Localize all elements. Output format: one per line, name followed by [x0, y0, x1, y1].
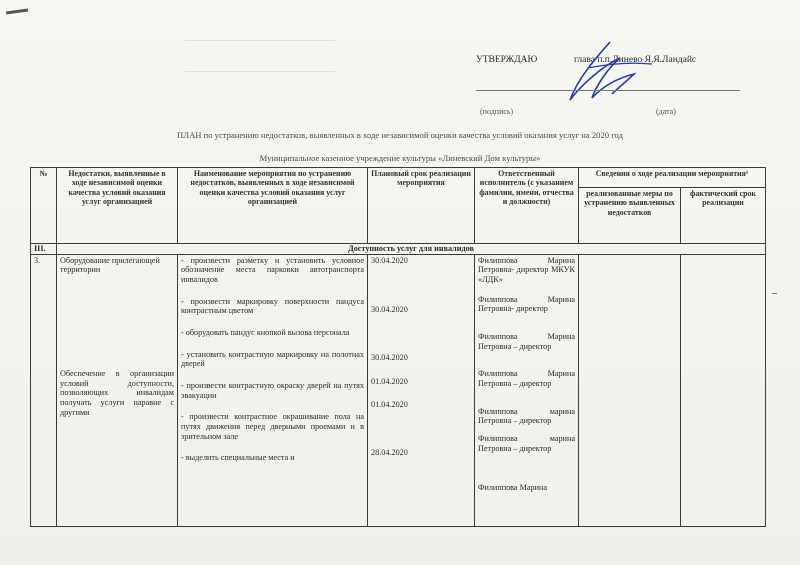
row-num: 3.: [31, 254, 57, 526]
measure-item: - произвести контрастное окрашивание пола на путях движения перед дверными проемами и в зрительном зале: [181, 412, 364, 441]
organization-name: Муниципальное казенное учреждение культуры «Линевский Дом культуры»: [259, 153, 541, 163]
col-num: №: [31, 168, 57, 244]
faint-stamp: [185, 40, 335, 72]
responsible-item: Филиппова Марина Петровна- директор: [478, 294, 575, 314]
measure-item: - произвести контрастную окраску дверей на путях эвакуации: [181, 381, 364, 400]
measure-item: - произвести разметку и установить условное обозначение места парковки автотранспорта инвалидов: [181, 255, 364, 285]
section-title: Доступность услуг для инвалидов: [57, 244, 766, 255]
row-shortcomings: [57, 254, 178, 526]
measure-item: - произвести маркировку поверхности пандуса контрастным цветом: [181, 296, 364, 316]
row-responsible: [475, 254, 579, 526]
responsible-item: Филиппова Марина Петровна- директор МКУК «ЛДК»: [478, 255, 575, 285]
section-row: [31, 244, 766, 255]
row-implemented: [579, 254, 681, 526]
signature-caption: (подпись): [480, 107, 514, 116]
row-dates: [368, 254, 475, 526]
date-item: 01.04.2020: [371, 376, 408, 386]
responsible-item: Филиппова Марина: [478, 483, 548, 493]
responsible-item: Филиппова Марина Петровна – директор: [478, 369, 575, 389]
signature-line: [476, 90, 740, 91]
responsible-item: Филиппова марина Петровна – директор: [478, 406, 575, 426]
table-row: [31, 254, 766, 526]
shortcoming-text: Обеспечение в организации условий доступности, позволяющих инвалидам получать услуги наравне с другими: [60, 369, 174, 417]
table-header-row: [31, 168, 766, 188]
col-implemented: реализованные меры по устранению выявленных недостатков: [579, 188, 681, 244]
measure-item: - выделить специальные места и: [181, 453, 295, 463]
row-actual-date: [681, 254, 766, 526]
col-measures: Наименование мероприятия по устранению недостатков, выявленных в ходе независимой оценки качества условий оказания услуг организацией: [178, 168, 368, 244]
date-item: 01.04.2020: [371, 400, 408, 410]
approver-name: глава п.п.Линево Я.Я.Ландайс: [574, 55, 697, 65]
col-progress: Сведения о ходе реализации мероприятия¹: [579, 168, 766, 188]
col-planned-date: Плановый срок реализации мероприятия: [368, 168, 475, 244]
responsible-item: Филиппова марина Петровна – директор: [478, 434, 575, 453]
date-item: 30.04.2020: [371, 353, 408, 363]
signature: [548, 38, 658, 110]
row-measures: [178, 254, 368, 526]
approval-block: [476, 55, 697, 65]
section-num: III.: [31, 244, 57, 255]
measure-item: - установить контрастную маркировку на полотнах дверей: [181, 349, 364, 369]
measure-item: - оборудовать пандус кнопкой вызова персонала: [181, 328, 350, 338]
responsible-item: Филиппова Марина Петровна – директор: [478, 332, 575, 351]
date-item: 28.04.2020: [371, 448, 408, 458]
document-title: ПЛАН по устранению недостатков, выявленных в ходе независимой оценки качества условий оказания услуг на 2020 год: [177, 130, 623, 140]
corner-mark: [6, 8, 28, 14]
col-actual-date: фактический срок реализации: [681, 188, 766, 244]
date-item: 30.04.2020: [371, 305, 408, 315]
plan-table: [30, 167, 766, 527]
shortcoming-text: Оборудование прилегающей территории: [60, 255, 160, 275]
col-responsible: Ответственный исполнитель (с указанием фамилии, имени, отчества и должности): [475, 168, 579, 244]
date-caption: (дата): [656, 107, 676, 116]
col-shortcomings: Недостатки, выявленные в ходе независимой оценки качества условий оказания услуг организацией: [57, 168, 178, 244]
margin-mark: [772, 293, 777, 294]
date-item: 30.04.2020: [371, 255, 408, 265]
approve-label: УТВЕРЖДАЮ: [476, 55, 538, 65]
